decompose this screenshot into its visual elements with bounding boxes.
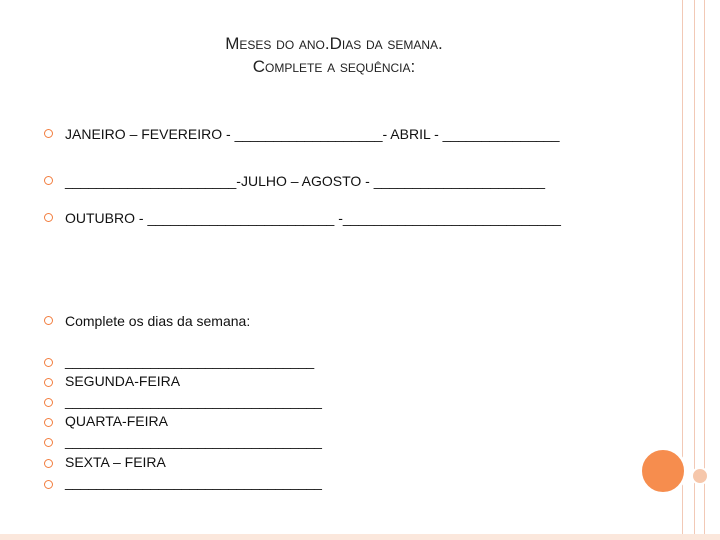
decorative-bottom-band xyxy=(0,534,720,540)
bullet-icon xyxy=(44,176,53,185)
weekday-segunda: SEGUNDA-FEIRA xyxy=(65,373,181,389)
decorative-large-circle-icon xyxy=(639,447,687,495)
month-sequence-line-2: ______________________-JULHO – AGOSTO - ______________________ xyxy=(65,173,546,189)
bullet-icon xyxy=(44,213,53,222)
bullet-icon xyxy=(44,480,53,489)
decorative-small-circle-icon xyxy=(691,467,709,485)
weekday-sexta: SEXTA – FEIRA xyxy=(65,454,166,470)
bullet-icon xyxy=(44,459,53,468)
decorative-border-line xyxy=(704,0,705,540)
weekday-blank-1: ________________________________ xyxy=(65,353,315,369)
weekday-blank-3: _________________________________ xyxy=(65,433,322,449)
weekday-blank-4: _________________________________ xyxy=(65,474,322,490)
bullet-icon xyxy=(44,378,53,387)
weekdays-instruction: Complete os dias da semana: xyxy=(65,313,251,329)
title-line-2: Complete a sequência: xyxy=(252,57,416,76)
bullet-icon xyxy=(44,398,53,407)
bullet-icon xyxy=(44,316,53,325)
month-sequence-line-1: JANEIRO – FEVEREIRO - ___________________- ABRIL - _______________ xyxy=(65,126,560,142)
weekday-quarta: QUARTA-FEIRA xyxy=(65,413,168,429)
decorative-border-line xyxy=(694,0,695,540)
weekday-blank-2: _________________________________ xyxy=(65,393,322,409)
bullet-icon xyxy=(44,418,53,427)
bullet-icon xyxy=(44,129,53,138)
month-sequence-line-3: OUTUBRO - ________________________ -____________________________ xyxy=(65,210,561,226)
bullet-icon xyxy=(44,358,53,367)
slide-title xyxy=(0,32,668,78)
title-line-1: Meses do ano.Dias da semana. xyxy=(225,34,443,53)
bullet-icon xyxy=(44,438,53,447)
